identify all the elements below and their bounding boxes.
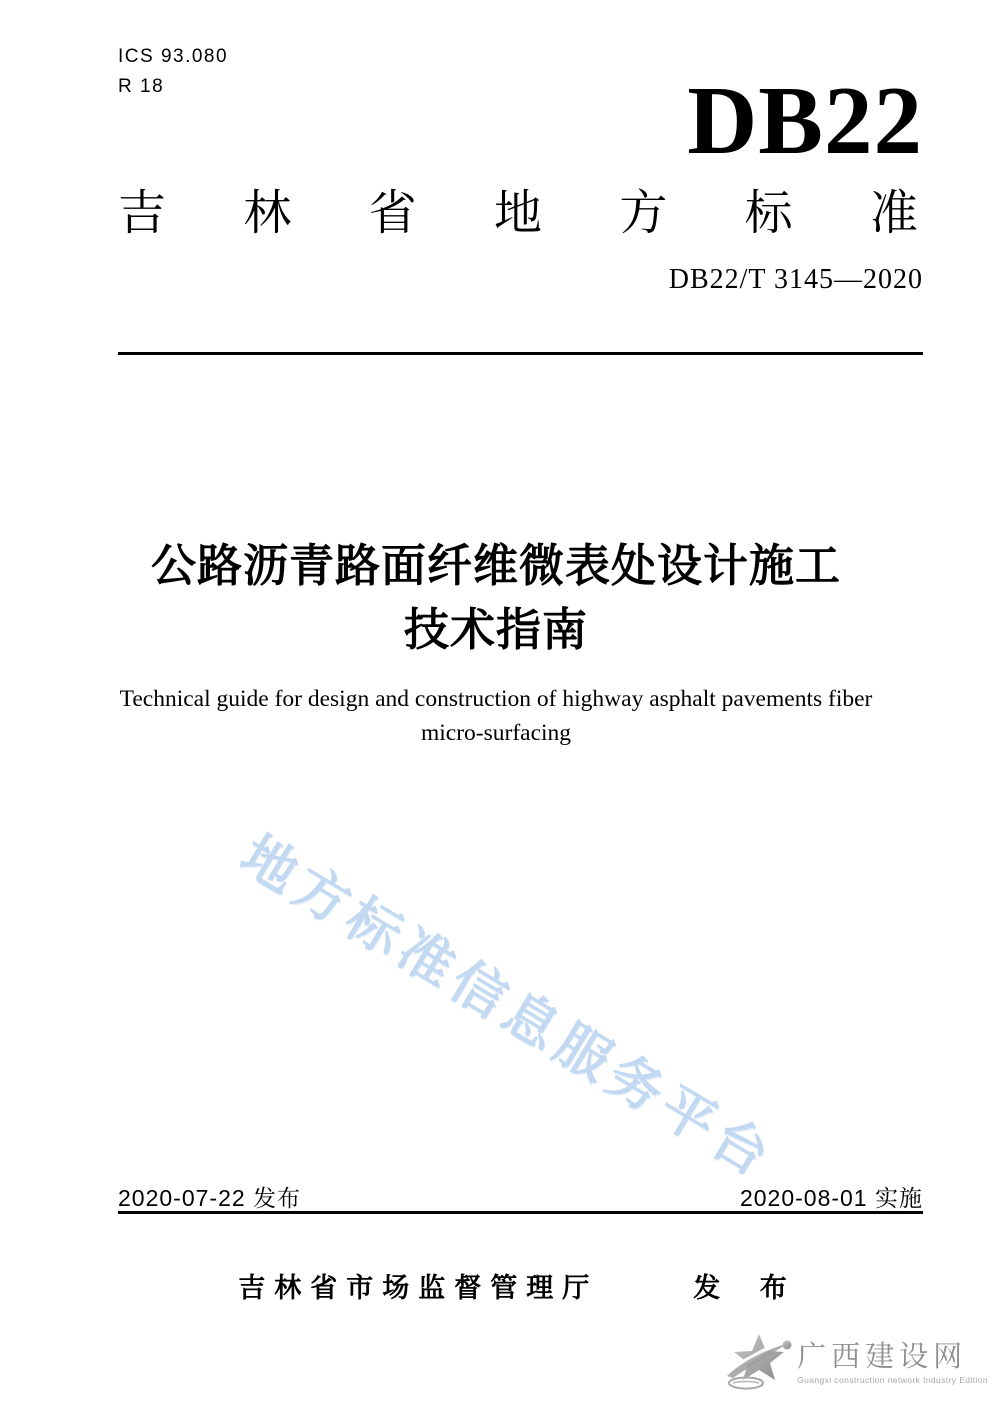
title-english — [0, 682, 992, 750]
standard-code: DB22 — [687, 67, 923, 174]
title-english-line1: Technical guide for design and construction of highway asphalt pavements fiber — [119, 686, 873, 712]
jurisdiction-char: 标 — [744, 187, 793, 240]
jurisdiction-char: 方 — [619, 187, 668, 240]
header-divider — [118, 352, 923, 355]
title-english-line2: micro-surfacing — [420, 720, 572, 746]
jurisdiction-char: 准 — [869, 187, 918, 240]
jurisdiction-char: 林 — [243, 187, 292, 240]
title-chinese-line2: 技术指南 — [403, 604, 588, 655]
star-icon — [721, 1332, 793, 1395]
jurisdiction-char: 省 — [368, 187, 417, 240]
doc-classification-code: R 18 — [118, 76, 165, 97]
footer-divider — [118, 1211, 923, 1214]
site-logo-name: 广西建设网 — [797, 1341, 968, 1374]
jurisdiction-title — [118, 188, 918, 241]
ics-code: ICS 93.080 — [118, 46, 229, 67]
site-logo-tagline: Guangxi construction network Industry Edition — [797, 1374, 988, 1385]
date-row — [118, 1180, 923, 1213]
watermark-text: 地方标准信息服务平台 — [230, 824, 785, 1191]
jurisdiction-char: 吉 — [118, 187, 167, 240]
site-logo-text — [797, 1342, 988, 1385]
site-logo — [721, 1332, 988, 1395]
implement-date: 2020-08-01 实施 — [739, 1185, 923, 1211]
doc-number: DB22/T 3145—2020 — [668, 264, 923, 295]
publisher-name: 吉林省市场监督管理厅 — [238, 1273, 599, 1303]
publisher-row — [118, 1266, 923, 1305]
title-chinese — [0, 534, 992, 662]
title-chinese-line1: 公路沥青路面纤维微表处设计施工 — [150, 540, 841, 591]
issue-date: 2020-07-22 发布 — [118, 1185, 302, 1211]
publish-label: 发 布 — [693, 1273, 803, 1303]
jurisdiction-char: 地 — [493, 187, 542, 240]
